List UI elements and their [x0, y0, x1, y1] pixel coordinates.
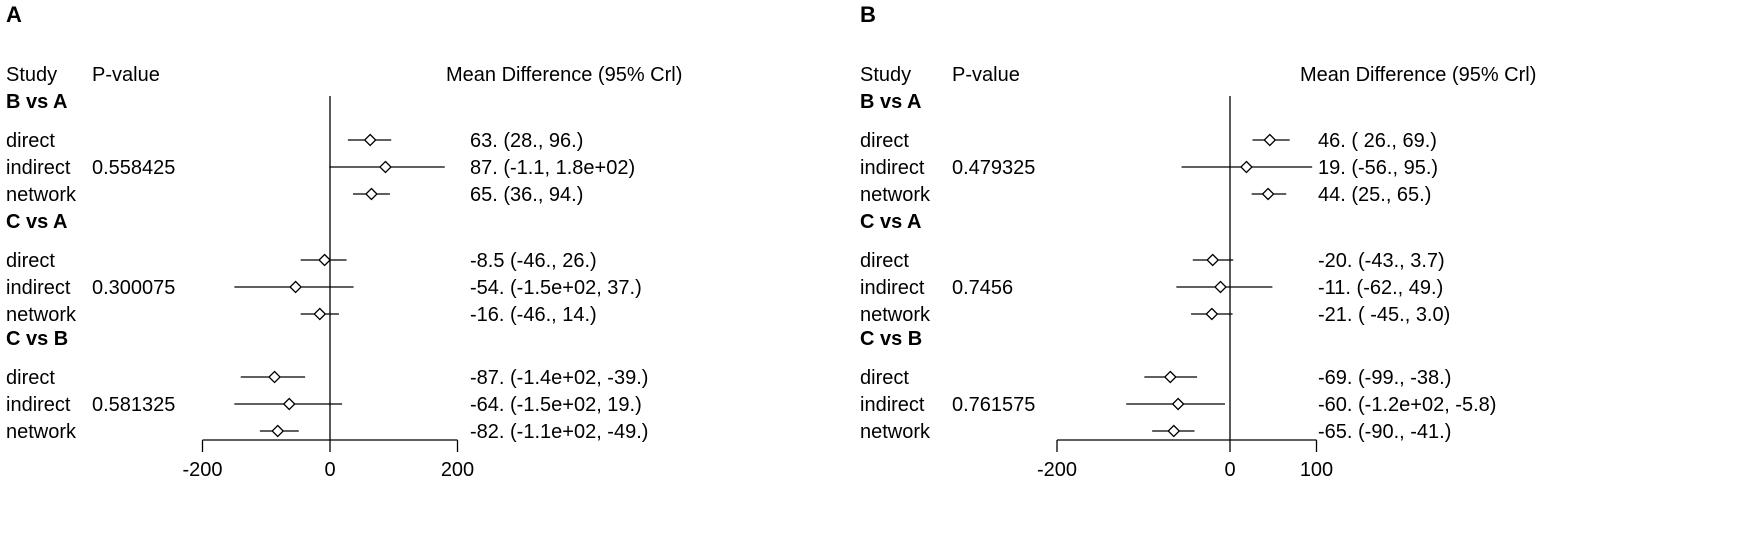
evidence-type-label: indirect — [860, 394, 925, 416]
p-value: 0.479325 — [952, 157, 1036, 179]
ci-text: 46. ( 26., 69.) — [1318, 130, 1437, 152]
evidence-type-label: indirect — [6, 394, 71, 416]
evidence-type-label: direct — [6, 367, 55, 389]
point-estimate-marker — [1263, 189, 1274, 200]
ci-text: 65. (36., 94.) — [470, 184, 584, 206]
point-estimate-marker — [365, 135, 376, 146]
ci-text: -69. (-99., -38.) — [1318, 367, 1452, 389]
p-value: 0.300075 — [92, 277, 176, 299]
evidence-type-label: direct — [860, 250, 909, 272]
ci-text: -11. (-62., 49.) — [1318, 277, 1444, 299]
ci-text: -8.5 (-46., 26.) — [470, 250, 597, 272]
ci-text: 87. (-1.1, 1.8e+02) — [470, 157, 636, 179]
point-estimate-marker — [1165, 372, 1176, 383]
evidence-type-label: direct — [6, 250, 55, 272]
p-value: 0.558425 — [92, 157, 176, 179]
p-value: 0.761575 — [952, 394, 1036, 416]
evidence-type-label: direct — [860, 367, 909, 389]
x-axis-tick-label: 0 — [324, 459, 336, 481]
point-estimate-marker — [269, 372, 280, 383]
ci-text: -87. (-1.4e+02, -39.) — [470, 367, 649, 389]
comparison-label: C vs A — [6, 211, 68, 233]
comparison-label: C vs A — [860, 211, 922, 233]
point-estimate-marker — [284, 399, 295, 410]
column-header-pvalue: P-value — [92, 64, 160, 86]
point-estimate-marker — [290, 282, 301, 293]
ci-text: -60. (-1.2e+02, -5.8) — [1318, 394, 1497, 416]
evidence-type-label: network — [6, 304, 77, 326]
x-axis-tick-label: 100 — [1299, 459, 1334, 481]
column-header-study: Study — [860, 64, 912, 86]
evidence-type-label: network — [6, 184, 77, 206]
ci-text: 44. (25., 65.) — [1318, 184, 1432, 206]
comparison-label: B vs A — [860, 91, 922, 113]
x-axis-tick-label: 200 — [440, 459, 475, 481]
evidence-type-label: network — [860, 421, 931, 443]
evidence-type-label: indirect — [860, 157, 925, 179]
point-estimate-marker — [380, 162, 391, 173]
comparison-label: C vs B — [6, 328, 69, 350]
point-estimate-marker — [1173, 399, 1184, 410]
comparison-label: C vs B — [860, 328, 923, 350]
evidence-type-label: indirect — [6, 277, 71, 299]
ci-text: -64. (-1.5e+02, 19.) — [470, 394, 642, 416]
column-header-study: Study — [6, 64, 58, 86]
point-estimate-marker — [319, 255, 330, 266]
evidence-type-label: direct — [860, 130, 909, 152]
ci-text: -16. (-46., 14.) — [470, 304, 597, 326]
column-header-pvalue: P-value — [952, 64, 1020, 86]
column-header-effect: Mean Difference (95% Crl) — [446, 64, 683, 86]
panel-letter: B — [860, 2, 876, 27]
ci-text: -54. (-1.5e+02, 37.) — [470, 277, 642, 299]
point-estimate-marker — [314, 309, 325, 320]
ci-text: 63. (28., 96.) — [470, 130, 584, 152]
point-estimate-marker — [272, 426, 283, 437]
ci-text: -65. (-90., -41.) — [1318, 421, 1452, 443]
comparison-label: B vs A — [6, 91, 68, 113]
point-estimate-marker — [1207, 255, 1218, 266]
evidence-type-label: network — [860, 304, 931, 326]
ci-text: 19. (-56., 95.) — [1318, 157, 1439, 179]
ci-text: -82. (-1.1e+02, -49.) — [470, 421, 649, 443]
x-axis-tick-label: 0 — [1224, 459, 1236, 481]
p-value: 0.7456 — [952, 277, 1014, 299]
p-value: 0.581325 — [92, 394, 176, 416]
evidence-type-label: direct — [6, 130, 55, 152]
point-estimate-marker — [1264, 135, 1275, 146]
point-estimate-marker — [366, 189, 377, 200]
x-axis-tick-label: -200 — [182, 459, 223, 481]
x-axis-tick-label: -200 — [1036, 459, 1078, 481]
point-estimate-marker — [1168, 426, 1179, 437]
evidence-type-label: indirect — [860, 277, 925, 299]
column-header-effect: Mean Difference (95% Crl) — [1300, 64, 1537, 86]
evidence-type-label: network — [6, 421, 77, 443]
evidence-type-label: indirect — [6, 157, 71, 179]
ci-text: -21. ( -45., 3.0) — [1318, 304, 1451, 326]
evidence-type-label: network — [860, 184, 931, 206]
panel-letter: A — [6, 2, 22, 27]
point-estimate-marker — [1215, 282, 1226, 293]
point-estimate-marker — [1206, 309, 1217, 320]
ci-text: -20. (-43., 3.7) — [1318, 250, 1445, 272]
point-estimate-marker — [1241, 162, 1252, 173]
